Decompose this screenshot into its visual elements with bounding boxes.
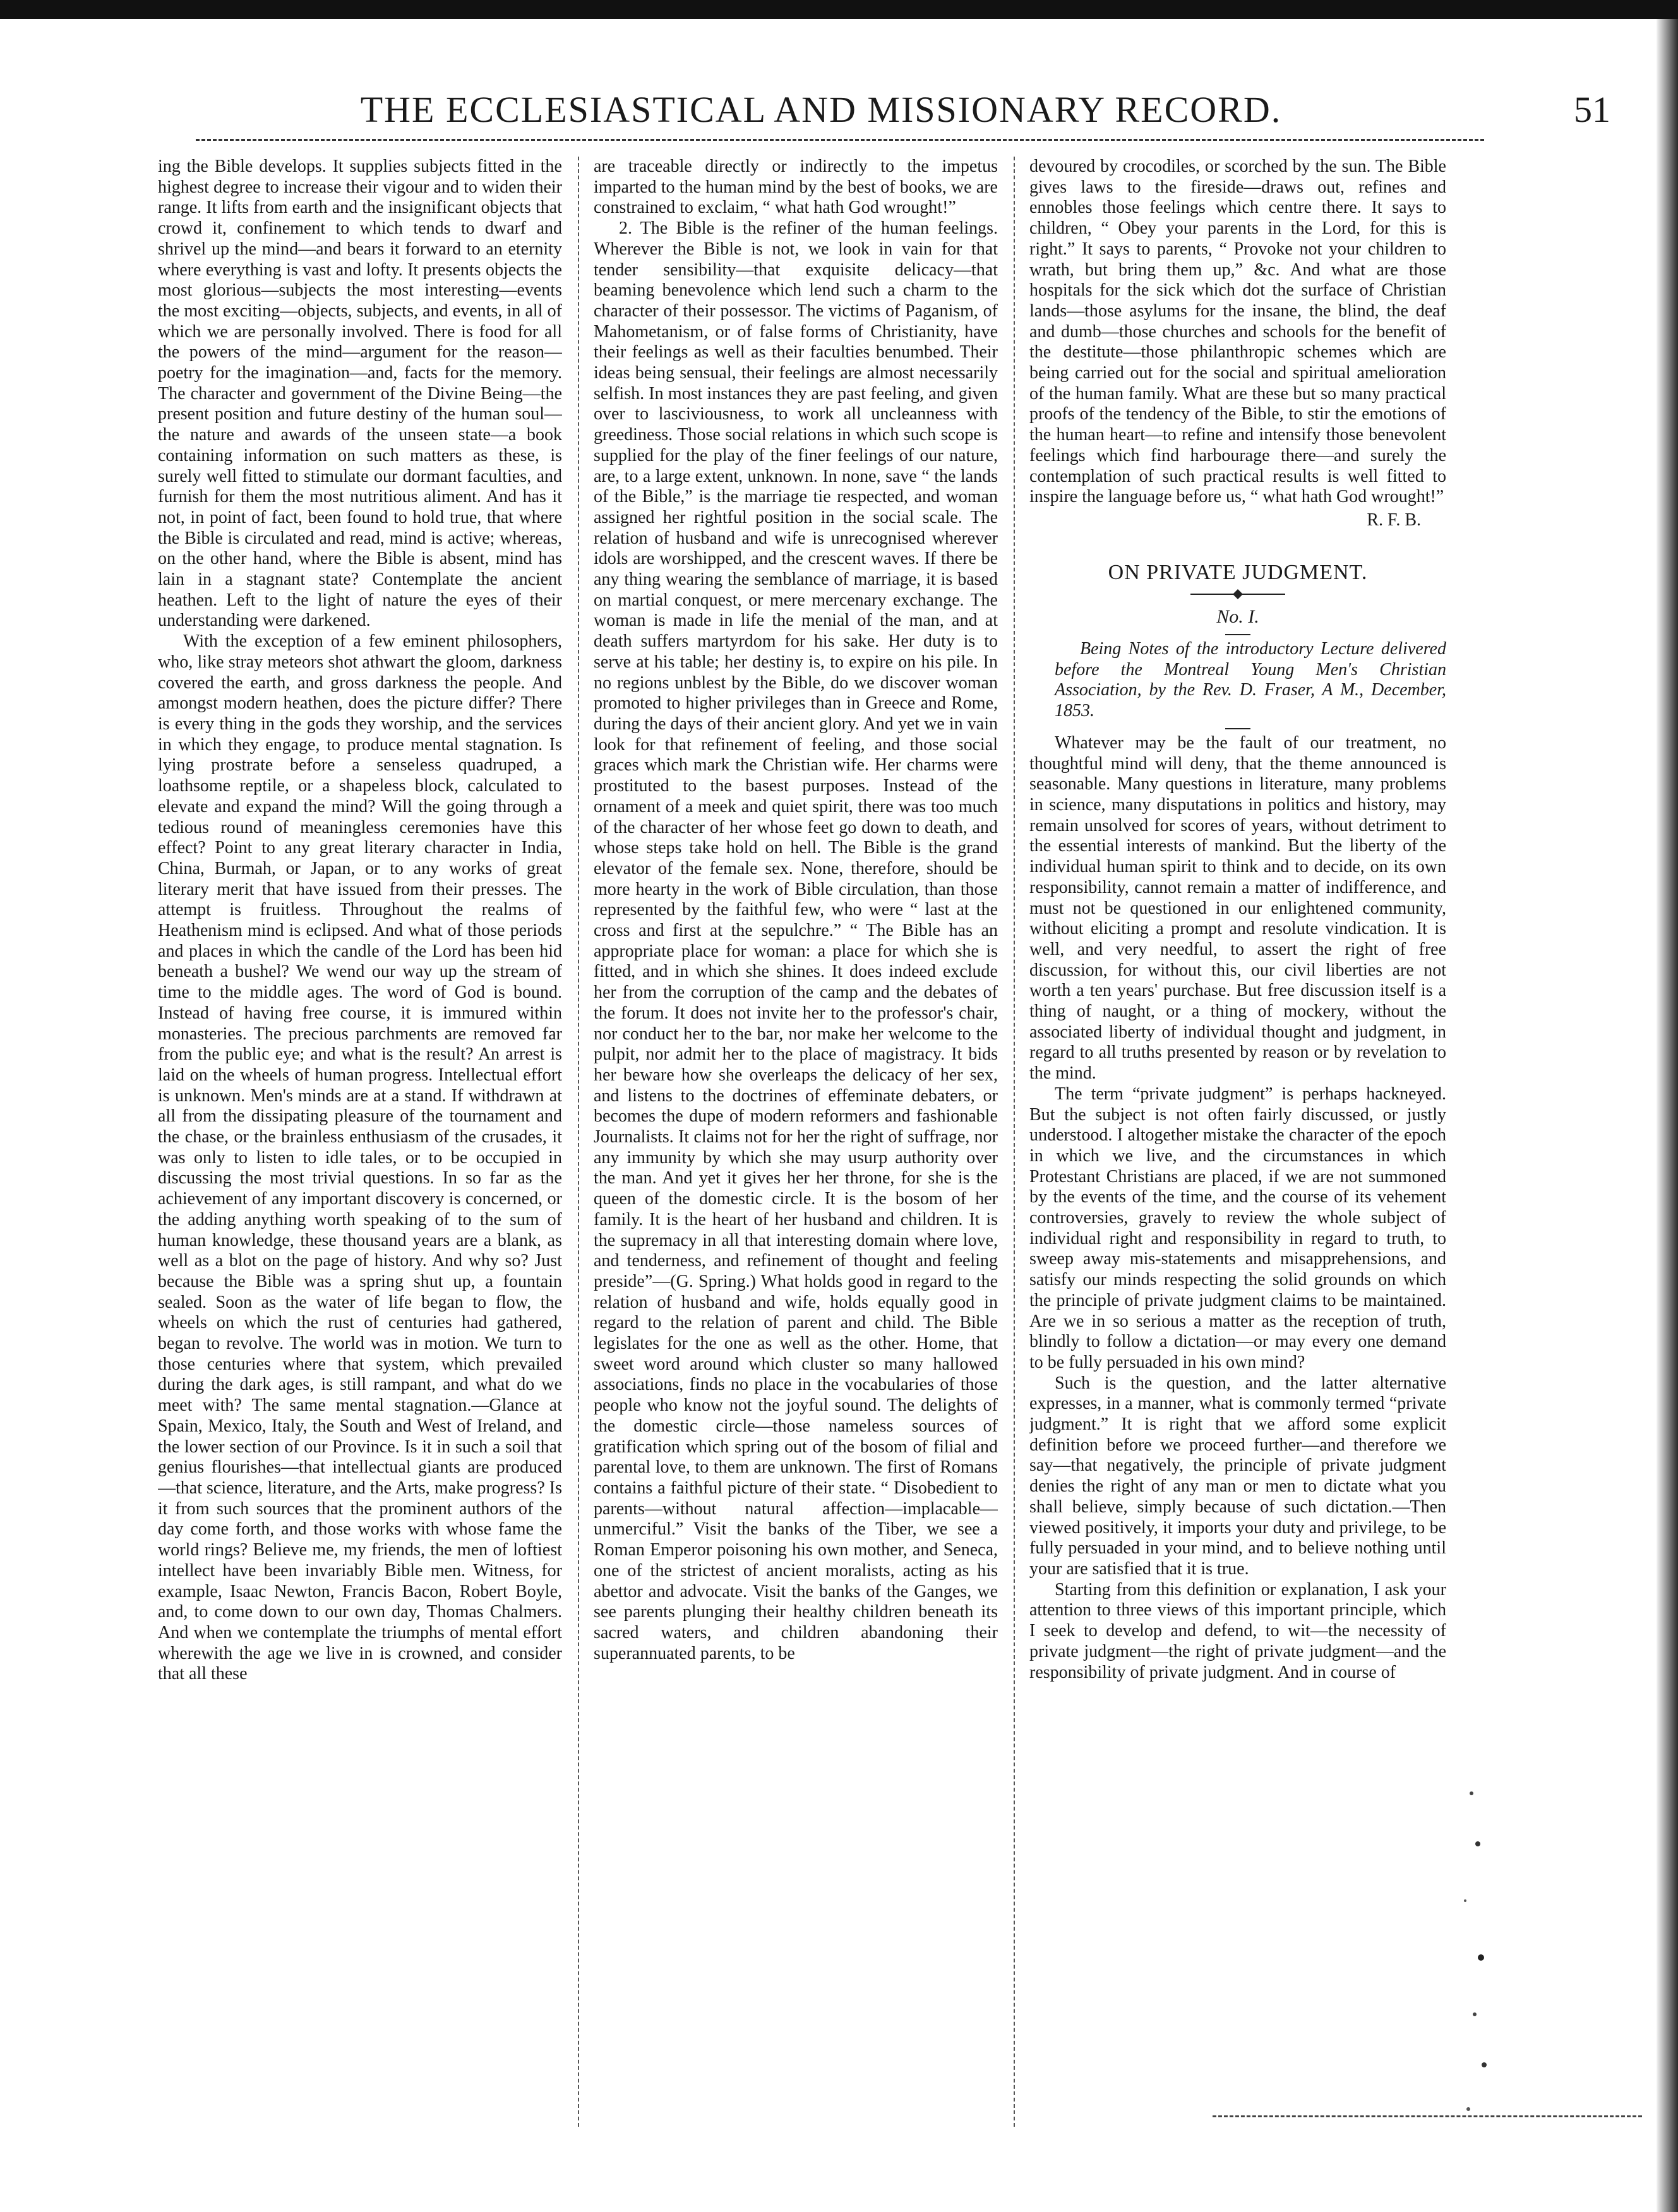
scan-bottom-mark [1213, 2115, 1642, 2117]
author-signature: R. F. B. [1367, 510, 1421, 530]
paragraph: devoured by crocodiles, or scorched by the sun. The Bible gives laws to the fireside—draws out, refines and ennobles those feelings which centre there. It says to children, “ Obey your parents in the Lord, for this is right.” It says to parents, “ Provoke not your children to wrath, but bring them up,” &c. And what are those hospitals for the sick which dot the surface of Christian lands—those asylums for the insane, the blind, the deaf and dumb—those churches and schools for the benefit of the destitute—those philanthropic schemes which are being carried out for the social and spiritual amelioration of the human family. What are these but so many practical proofs of the tendency of the Bible, to stir the emotions of the human heart—to refine and intensify those benevolent feelings which find harbourage there—and surely the contemplation of such practical results is well fitted to inspire the language before us, “ what hath God wrought!” [1029, 157, 1446, 507]
scan-noise-specks [1339, 1768, 1490, 2147]
paragraph: are traceable directly or indirectly to the impetus imparted to the human mind by the best of books, we are constrained to exclaim, “ what hath God wrought!” [594, 157, 998, 218]
column-2 [594, 157, 998, 2133]
paragraph: The term “private judgment” is perhaps hackneyed. But the subject is not often fairly discussed, or justly understood. I altogether mistake the character of the epoch in which we live, and the circumstances in which Protestant Christians are placed, if we are not summoned by the events of the time, and the course of its vehement controversies, gravely to review the whole subject of individual right and responsibility in regard to truth, to sweep away mis-statements and misapprehensions, and satisfy our minds respecting the solid grounds on which the principle of private judgment claims to be maintained. Are we in so serious a matter as the reception of truth, blindly to follow a dictation—or may every one demand to be fully persuaded in his own mind? [1029, 1084, 1446, 1372]
column-divider [1014, 157, 1015, 2127]
paragraph: With the exception of a few eminent philosophers, who, like stray meteors shot athwart the gloom, darkness covered the earth, and gross darkness the people. And amongst modern heathen, does the picture differ? There is every thing in the gods they worship, and the services in which they engage, to produce mental stagnation. Is lying prostrate before a senseless quadruped, a loathsome reptile, or a shapeless block, calculated to elevate and expand the mind? Will the going through a tedious round of meaningless ceremonies have this effect? Point to any great literary character in India, China, Burmah, or Japan, or to any works of great literary merit that have issued from their presses. The attempt is fruitless. Throughout the realms of Heathenism mind is eclipsed. And what of those periods and places in which the candle of the Lord has been hid beneath a bushel? We wend our way up the stream of time to the middle ages. The word of God is bound. Instead of having free course, it is immured within monasteries. The precious parchments are removed far from the public eye; and what is the result? An arrest is laid on the wheels of human progress. Intellectual effort is unknown. Men's minds are at a stand. If withdrawn at all from the dissipating pleasure of the tournament and the chase, or the brainless enthusiasm of the crusades, it was only to listen to idle tales, or to be occupied in discussing the most trivial questions. In so far as the achievement of any important discovery is concerned, or the adding anything worth speaking of to the sum of human knowledge, these thousand years are a blank, as well as a blot on the page of history. And why so? Just because the Bible was a spring shut up, a fountain sealed. Soon as the water of life began to flow, the wheels on which the rust of centuries had gathered, began to revolve. The world was in motion. We turn to those centuries where that system, which prevailed during the dark ages, is still rampant, and what do we meet with? The same mental stagnation.—Glance at Spain, Mexico, Italy, the South and West of Ireland, and the lower section of our Province. Is it in such a soil that genius flourishes—that intellectual giants are produced—that science, literature, and the Arts, make progress? Is it from such sources that the prominent authors of the day come forth, and those works with whose fame the world rings? Believe me, my friends, the men of loftiest intellect have been invariably Bible men. Witness, for example, Isaac Newton, Francis Bacon, Robert Boyle, and, to come down to our own day, Thomas Chalmers. And when we contemplate the triumphs of mental effort wherewith the age we live in is crowned, and consider that all these [158, 631, 562, 1684]
paragraph: Whatever may be the fault of our treatment, no thoughtful mind will deny, that the theme announced is seasonable. Many questions in literature, many problems in science, many disputations in politics and history, may remain unsolved for scores of years, without detriment to the essential interests of mankind. But the liberty of the individual human spirit to think and to decide, on its own responsibility, cannot remain a matter of indifference, and must not be questioned in our enlightened community, without eliciting a prompt and resolute vindication. It is well, and very needful, to assert the right of free discussion, for without this, our civil liberties are not worth a ten years' purchase. But free discussion itself is a thing of naught, or a thing of mockery, without the associated liberty of individual thought and judgment, in regard to all truths presented by reason or by revelation to the mind. [1029, 732, 1446, 1084]
scan-right-edge-shadow [1657, 19, 1678, 2212]
column-1 [158, 157, 562, 2133]
small-rule [1225, 634, 1250, 635]
section-title: ON PRIVATE JUDGMENT. [1108, 560, 1368, 584]
scan-top-border [0, 0, 1678, 19]
running-title: THE ECCLESIASTICAL AND MISSIONARY RECORD. [360, 89, 1282, 130]
article-number: No. I. [1216, 606, 1259, 628]
page-header [158, 88, 1636, 133]
paragraph: Such is the question, and the latter alternative expresses, in a manner, what is commonly termed “private judgment.” It is right that we afford some explicit definition before we proceed further—and therefore we say—that negatively, the principle of private judgment denies the right of any man or men to dictate what you shall believe, simply because of such dictation.—Then viewed positively, it imports your duty and privilege, to be fully persuaded in your mind, and to believe nothing until your are satisfied that it is true. [1029, 1373, 1446, 1579]
ornament-divider [1190, 588, 1285, 601]
small-rule [1225, 728, 1250, 729]
header-rule [196, 139, 1484, 141]
paragraph: Starting from this definition or explanation, I ask your attention to three views of this important principle, which I seek to develop and defend, to wit—the necessity of private judgment—the right of private judgment—and the responsibility of private judgment. And in course of [1029, 1579, 1446, 1682]
paragraph: ing the Bible develops. It supplies subjects fitted in the highest degree to increase their vigour and to widen their range. It lifts from earth and the insignificant objects that crowd it, confinement to which tends to dwarf and shrivel up the mind—and bears it forward to an eternity where everything is vast and lofty. It presents objects the most glorious—subjects the most interesting—events the most exciting—objects, subjects, and events, in all of which we are personally involved. There is food for all the powers of the mind—argument for the reason—poetry for the imagination—and, facts for the memory. The character and government of the Divine Being—the present position and future destiny of the human soul—the nature and awards of the unseen state—a book containing information on such matters as these, is surely well fitted to stimulate our dormant faculties, and furnish for them the most nutritious aliment. And has it not, in point of fact, been found to hold true, that where the Bible is circulated and read, mind is active; whereas, on the other hand, where the Bible is absent, mind has lain in a stagnant state? Contemplate the ancient heathen. Left to the light of nature the eyes of their understanding were darkened. [158, 157, 562, 631]
column-divider [578, 157, 579, 2127]
article-subtitle: Being Notes of the introductory Lecture delivered before the Montreal Young Men's Christian Association, by the Rev. D. Fraser, A M., December, 1853. [1055, 639, 1446, 721]
paragraph: 2. The Bible is the refiner of the human feelings. Wherever the Bible is not, we look in vain for that tender sensibility—that exquisite delicacy—that beaming benevolence which lend such a charm to the character of their possessor. The victims of Paganism, of Mahometanism, or of false forms of Christianity, have their feelings as well as their faculties benumbed. Their ideas being sensual, their feelings are almost necessarily selfish. In most instances they are past feeling, and given over to lasciviousness, to work all uncleanness with greediness. Those social relations in which such scope is supplied for the play of the finer feelings of our nature, are, to a large extent, unknown. In none, save “ the lands of the Bible,” is the marriage tie respected, and woman assigned her rightful position in the social scale. The relation of husband and wife is unrecognised wherever idols are worshipped, and the crescent waves. If there be any thing wearing the semblance of marriage, it is based on martial conquest, or mere mercenary exchange. The woman is made in life the menial of the man, and at death suffers martyrdom for his sake. Her duty is to serve at his table; her destiny is, to expire on his pile. In no regions unblest by the Bible, do we discover woman promoted to higher privileges than in Greece and Rome, during the days of their ancient glory. And yet we in vain look for that refinement of feeling, and those social graces which mark the Christian wife. Her charms were prostituted to the basest purposes. Instead of the ornament of a meek and quiet spirit, there was too much of the character of her whose feet go down to death, and whose steps take hold on hell. The Bible is the grand elevator of the female sex. None, therefore, should be more hearty in the work of Bible circulation, than those represented by the faithful few, who were “ last at the cross and first at the sepulchre.” “ The Bible has an appropriate place for woman: a place for which she is fitted, and in which she shines. It does indeed exclude her from the corruption of the camp and the debates of the forum. It does not invite her to the professor's chair, nor conduct her to the bar, nor make her welcome to the pulpit, nor admit her to the place of magistracy. It bids her beware how she overleaps the delicacy of her sex, and listens to the doctrines of effeminate debaters, or becomes the dupe of modern reformers and fashionable Journalists. It claims not for her the right of suffrage, nor any immunity by which she may usurp authority over the man. And yet it gives her her throne, for she is the queen of the domestic circle. It is the bosom of her family. It is the heart of her husband and children. It is the supremacy in all that interesting domain where love, and tenderness, and refinement of thought and feeling preside”—(G. Spring.) What holds good in regard to the relation of husband and wife, holds equally good in regard to the relation of parent and child. The Bible legislates for the one as well as the other. Home, that sweet word around which cluster so many hallowed associations, finds no place in the vocabularies of those people who know not the joyful sound. The delights of the domestic circle—those nameless sources of gratification which spring out of the bosom of filial and parental love, to them are unknown. The first of Romans contains a faithful picture of their state. “ Disobedient to parents—without natural affection—implacable—unmerciful.” Visit the banks of the Tiber, we see a Roman Emperor poisoning his own mother, and Seneca, one of the strictest of ancient moralists, acting as his abettor and advocate. Visit the banks of the Ganges, we see parents plunging their healthy children beneath its sacred waters, and children abandoning their superannuated parents, to be [594, 218, 998, 1663]
page-number: 51 [1574, 89, 1610, 130]
